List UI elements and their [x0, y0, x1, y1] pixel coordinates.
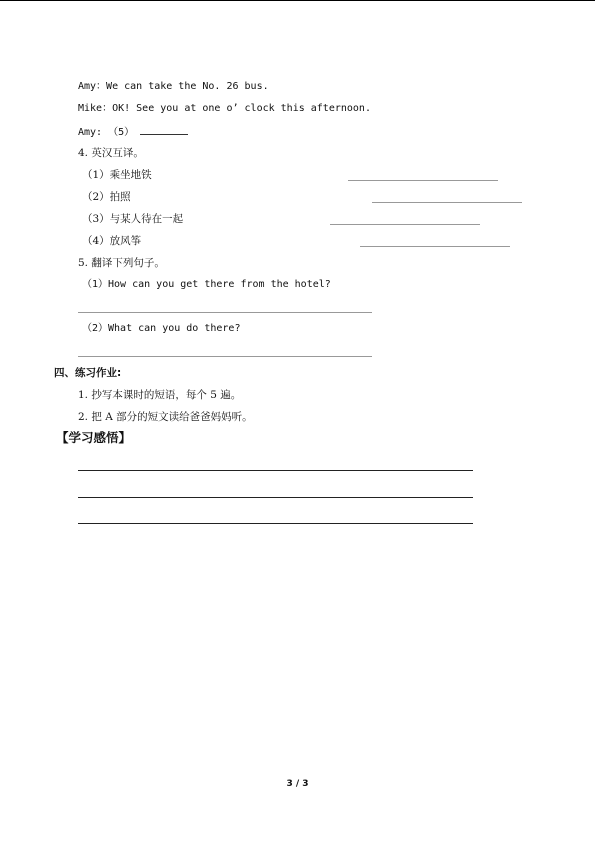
reflection-write-line-1[interactable] [78, 470, 473, 471]
section-4-answer-line-1[interactable] [348, 180, 498, 181]
section-5-answer-line-2[interactable] [78, 356, 372, 357]
dialogue-line-2: Mike：OK! See you at one o’ clock this afternoon. [78, 103, 371, 114]
section-4-answer-line-2[interactable] [372, 202, 522, 203]
header-rule [0, 0, 595, 1]
reflection-write-line-2[interactable] [78, 497, 473, 498]
section-4-answer-line-3[interactable] [330, 224, 480, 225]
section-4-item-1: （1）乘坐地铁 [82, 169, 152, 181]
section-4-item-3: （3）与某人待在一起 [82, 213, 184, 225]
homework-title: 四、练习作业: [54, 367, 122, 379]
section-4-item-4: （4）放风筝 [82, 235, 142, 247]
page-number: 3 / 3 [286, 779, 309, 789]
reflection-title: 【学习感悟】 [56, 430, 132, 445]
dialogue-line-3-text: Amy: （5） [78, 127, 135, 138]
dialogue-blank-5[interactable] [140, 124, 188, 135]
section-5-title: 5. 翻译下列句子。 [78, 257, 165, 269]
dialogue-line-1: Amy：We can take the No. 26 bus. [78, 81, 269, 92]
section-5-item-1: （1）How can you get there from the hotel? [82, 279, 331, 290]
homework-item-1: 1. 抄写本课时的短语，每个 5 遍。 [78, 389, 242, 401]
section-5-item-2: （2）What can you do there? [82, 323, 241, 334]
reflection-write-line-3[interactable] [78, 523, 473, 524]
section-4-item-2: （2）拍照 [82, 191, 131, 203]
section-5-answer-line-1[interactable] [78, 312, 372, 313]
dialogue-line-3 [78, 124, 188, 140]
section-4-title: 4. 英汉互译。 [78, 147, 144, 159]
section-4-answer-line-4[interactable] [360, 246, 510, 247]
homework-item-2: 2. 把 A 部分的短文读给爸爸妈妈听。 [78, 411, 253, 423]
